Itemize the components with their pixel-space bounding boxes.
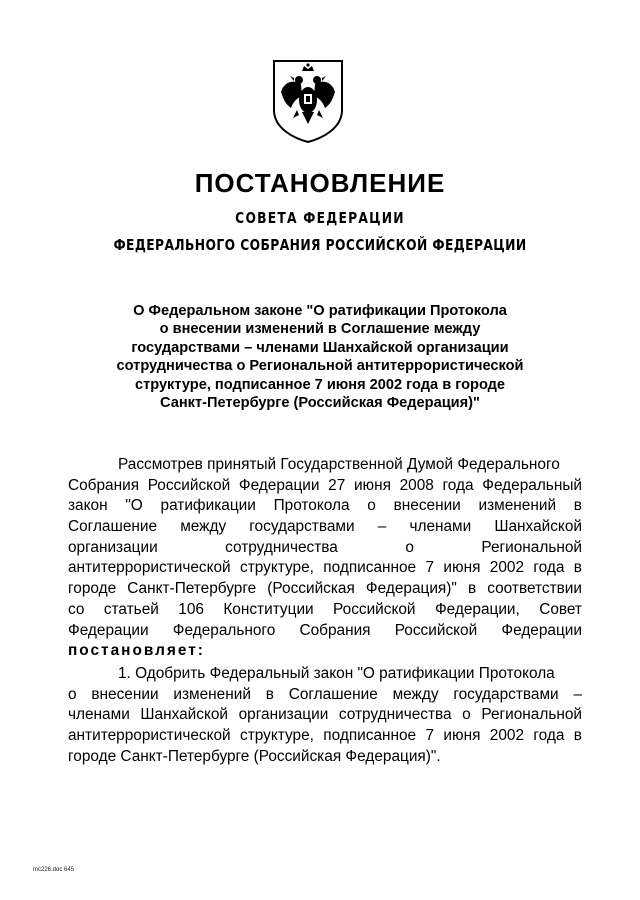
clause-line: антитеррористической структуре, подписанное 7 июня 2002 года в [68, 727, 582, 745]
document-subject [0, 302, 640, 412]
preamble-line: Федерации Федерального Собрания Российской Федерации [68, 621, 582, 639]
preamble-paragraph [68, 455, 582, 662]
subject-line: О Федеральном законе "О ратификации Протокола [133, 303, 507, 319]
document-code: mc226.doc 645 [33, 867, 75, 873]
preamble-line: закон "О ратификации Протокола о внесении изменений в [68, 497, 582, 515]
subject-line: структуре, подписанное 7 июня 2002 года в городе [134, 376, 506, 393]
clause-line: о внесении изменений в Соглашение между государствами – [68, 685, 582, 703]
preamble-line: Соглашение между государствами – членами Шанхайской [68, 518, 582, 536]
preamble-line: Собрания Российской Федерации 27 июня 2008 года Федеральный [68, 476, 582, 494]
clause-line: 1. Одобрить Федеральный закон "О ратификации Протокола [118, 665, 555, 682]
subject-line: государствами – членами Шанхайской организации [131, 339, 509, 356]
clause-1-paragraph [68, 664, 582, 767]
preamble-line: антитеррористической структуре, подписанное 7 июня 2002 года в [68, 559, 582, 577]
resolution-keyword: постановляет: [68, 642, 205, 660]
preamble-line: городе Санкт-Петербурге (Российская Федерация)" в соответствии [68, 580, 582, 598]
preamble-line: Рассмотрев принятый Государственной Думой Федерального [118, 456, 560, 473]
subject-line: Санкт-Петербурге (Российская Федерация)" [160, 395, 480, 412]
clause-line: членами Шанхайской организации сотрудничества о Региональной [68, 706, 582, 724]
subject-line: о внесении изменений в Соглашение между [159, 321, 481, 338]
issuer-line-2: ФЕДЕРАЛЬНОГО СОБРАНИЯ РОССИЙСКОЙ ФЕДЕРАЦИИ [113, 236, 527, 254]
coat-of-arms-icon [271, 58, 345, 144]
preamble-line: со статьей 106 Конституции Российской Федерации, Совет [68, 600, 582, 618]
document-type-title: ПОСТАНОВЛЕНИЕ [194, 168, 446, 198]
clause-line: городе Санкт-Петербурге (Российская Федерация)". [68, 747, 441, 765]
preamble-line: организации сотрудничества о Региональной [68, 538, 582, 556]
subject-line: сотрудничества о Региональной антитеррористической [116, 358, 524, 375]
issuer-line-1: СОВЕТА ФЕДЕРАЦИИ [235, 209, 405, 227]
